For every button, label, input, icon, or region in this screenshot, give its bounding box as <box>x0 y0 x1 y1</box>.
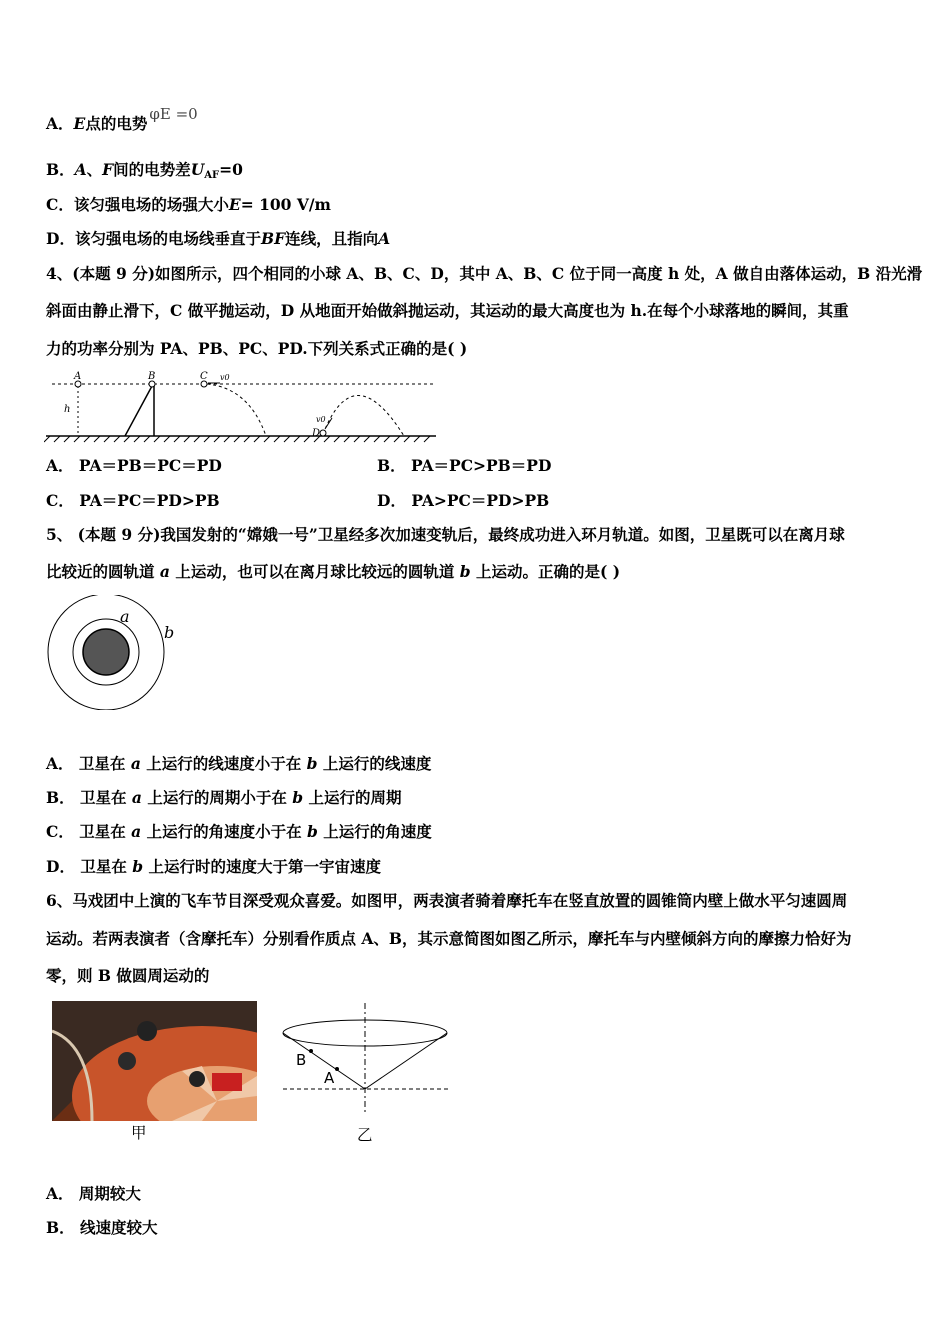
q6-stem-line1: 6、马戏团中上演的飞车节目深受观众喜爱。如图甲，两表演者骑着摩托车在竖直放置的圆锥筒内壁上做水平匀速圆周 <box>46 891 848 910</box>
q3-option-b: B．A、F间的电势差$U_{AF}=0$ <box>46 160 243 181</box>
q3-option-d: D．该匀强电场的电场线垂直于BF连线，且指向A <box>46 229 391 248</box>
q5-option-b: B． 卫星在 a 上运行的周期小于在 b 上运行的周期 <box>46 788 402 807</box>
q6-option-b: B． 线速度较大 <box>46 1218 158 1237</box>
q5-option-a: A． 卫星在 a 上运行的线速度小于在 b 上运行的线速度 <box>46 754 432 773</box>
svg-text:B: B <box>296 1051 307 1069</box>
q4-option-c: C． PA＝PC＝PD>PB <box>46 491 220 510</box>
q5-option-d: D． 卫星在 b 上运行时的速度大于第一宇宙速度 <box>46 857 381 876</box>
q6-photo-jia <box>52 1001 257 1121</box>
q4-option-b: B． PA＝PC>PB＝PD <box>377 456 552 475</box>
q6-stem-line3: 零，则 B 做圆周运动的 <box>46 966 210 985</box>
svg-text:B: B <box>148 371 156 382</box>
svg-text:A: A <box>324 1069 335 1087</box>
q6-stem-line2: 运动。若两表演者（含摩托车）分别看作质点 A、B，其示意简图如图乙所示，摩托车与内壁倾斜方向的摩擦力恰好为 <box>46 929 852 948</box>
q4-stem-line1: 4、(本题 9 分)如图所示，四个相同的小球 A、B、C、D，其中 A、B、C 位于同一高度 h 处，A 做自由落体运动，B 沿光滑 <box>46 264 923 283</box>
q6-option-a: A． 周期较大 <box>46 1184 141 1203</box>
svg-text:b: b <box>164 623 175 642</box>
q4-stem-line2: 斜面由静止滑下，C 做平抛运动，D 从地面开始做斜抛运动，其运动的最大高度也为 h.在每个小球落地的瞬间，其重 <box>46 301 849 320</box>
q3-option-c: C．该匀强电场的场强大小E= 100 V/m <box>46 195 331 214</box>
q5-option-c: C． 卫星在 a 上运行的角速度小于在 b 上运行的角速度 <box>46 822 432 841</box>
svg-text:C: C <box>200 371 208 382</box>
moon-body <box>83 629 129 675</box>
q4-stem-line3: 力的功率分别为 PA、PB、PC、PD.下列关系式正确的是( ) <box>46 339 468 358</box>
svg-text:a: a <box>120 607 130 626</box>
q6-caption-jia: 甲 <box>131 1124 147 1142</box>
q4-motion-diagram <box>44 366 439 444</box>
q6-caption-yi: 乙 <box>357 1126 373 1144</box>
svg-text:A: A <box>74 371 82 382</box>
q4-option-a: A． PA＝PB＝PC＝PD <box>46 456 222 475</box>
q5-stem-line2: 比较近的圆轨道 a 上运动，也可以在离月球比较远的圆轨道 b 上运动。正确的是( ) <box>46 562 621 581</box>
q5-orbit-diagram <box>44 595 184 710</box>
q6-cone-diagram-yi <box>278 1003 453 1113</box>
q3-option-a: A．E点的电势 φE =0 <box>46 105 198 133</box>
phi-formula: φE =0 <box>149 105 198 123</box>
svg-text:D: D <box>312 428 321 439</box>
q4-option-d: D． PA>PC＝PD>PB <box>377 491 550 510</box>
svg-text:h: h <box>64 404 71 415</box>
svg-text:v0: v0 <box>316 415 326 424</box>
q5-stem-line1: 5、 (本题 9 分)我国发射的“嫦娥一号”卫星经多次加速变轨后，最终成功进入环月轨道。如图，卫星既可以在离月球 <box>46 525 845 544</box>
svg-text:v0: v0 <box>220 373 230 382</box>
